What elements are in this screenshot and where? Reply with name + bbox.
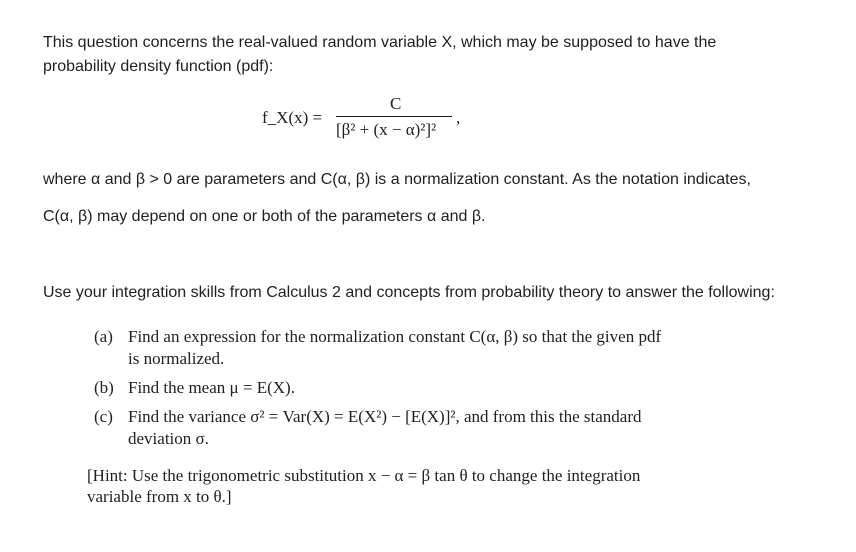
part-a-line-2: is normalized. xyxy=(128,349,225,368)
instruction-text: Use your integration skills from Calculus 2 and concepts from probability theory to answer the following: xyxy=(43,284,775,301)
part-c-line-2: deviation σ. xyxy=(128,429,209,448)
intro-line-1: This question concerns the real-valued random variable X, which may be supposed to have the xyxy=(43,34,717,51)
hint-line-2: variable from x to θ.] xyxy=(87,487,232,506)
where-line-1: where α and β > 0 are parameters and C(α, β) is a normalization constant. As the notation indicates, xyxy=(43,171,751,188)
formula-comma: , xyxy=(456,108,461,127)
intro-line-2: probability density function (pdf): xyxy=(43,58,274,75)
part-b-line-1: Find the mean μ = E(X). xyxy=(128,378,295,397)
part-c-line-1: Find the variance σ² = Var(X) = E(X²) − [E(X)]², and from this the standard xyxy=(128,407,642,426)
part-a xyxy=(94,327,661,347)
part-b-label: (b) xyxy=(94,378,114,397)
formula-denominator: [β² + (x − α)²]² xyxy=(336,120,437,139)
pdf-formula xyxy=(262,90,482,152)
fraction-bar xyxy=(336,116,452,117)
part-b xyxy=(94,378,295,398)
part-a-label: (a) xyxy=(94,327,113,346)
formula-numerator: C xyxy=(390,94,402,113)
part-c-label: (c) xyxy=(94,407,113,426)
part-a-line-1: Find an expression for the normalization constant C(α, β) so that the given pdf xyxy=(128,327,662,346)
part-c xyxy=(94,407,641,427)
hint-line-1: [Hint: Use the trigonometric substitution x − α = β tan θ to change the integration xyxy=(87,466,641,485)
where-line-2: C(α, β) may depend on one or both of the parameters α and β. xyxy=(43,208,486,225)
formula-lhs: f_X(x) = xyxy=(262,108,323,127)
